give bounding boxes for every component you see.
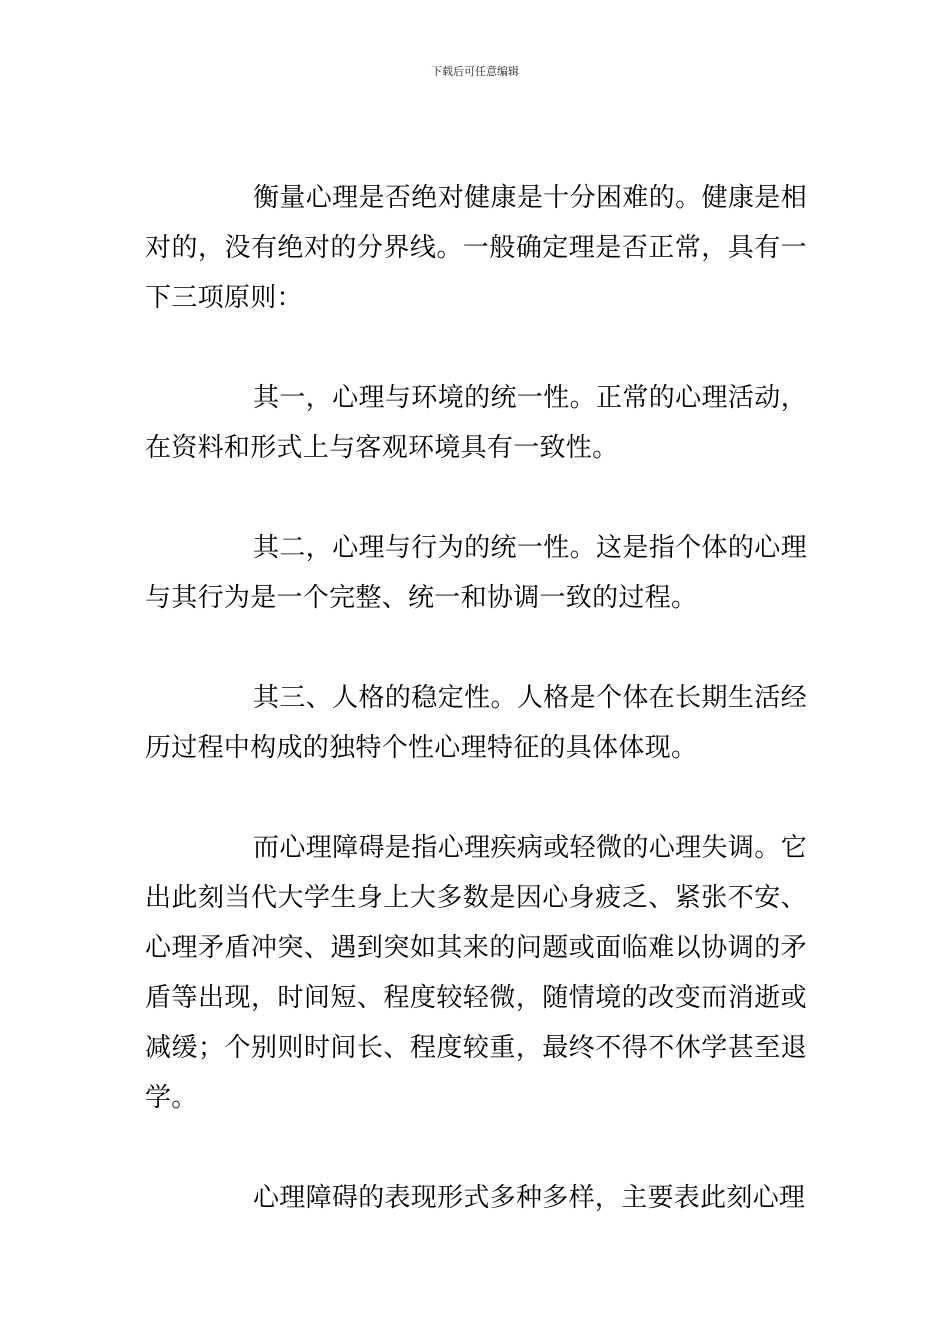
document-body	[145, 173, 807, 1273]
paragraph-disorder-definition: 而心理障碍是指心理疾病或轻微的心理失调。它出此刻当代大学生身上大多数是因心身疲乏、紧张不安、心理矛盾冲突、遇到突如其来的问题或面临难以协调的矛盾等出现，时间短、程度较轻微，随情境的改变而消逝或减缓；个别则时间长、程度较重，最终不得不休学甚至退学。	[145, 833, 807, 1113]
paragraph-disorder-forms: 心理障碍的表现形式多种多样，主要表此刻心理	[253, 1183, 806, 1213]
paragraph-principle-three: 其三、人格的稳定性。人格是个体在长期生活经历过程中构成的独特个性心理特征的具体体现。	[145, 683, 807, 763]
page-header: 下载后可任意编辑	[431, 65, 519, 78]
paragraph-principle-two: 其二，心理与行为的统一性。这是指个体的心理与其行为是一个完整、统一和协调一致的过程。	[145, 533, 807, 613]
paragraph-principle-one: 其一，心理与环境的统一性。正常的心理活动，在资料和形式上与客观环境具有一致性。	[145, 383, 807, 463]
paragraph-criteria-intro: 衡量心理是否绝对健康是十分困难的。健康是相对的，没有绝对的分界线。一般确定理是否正常，具有一下三项原则：	[145, 183, 807, 313]
